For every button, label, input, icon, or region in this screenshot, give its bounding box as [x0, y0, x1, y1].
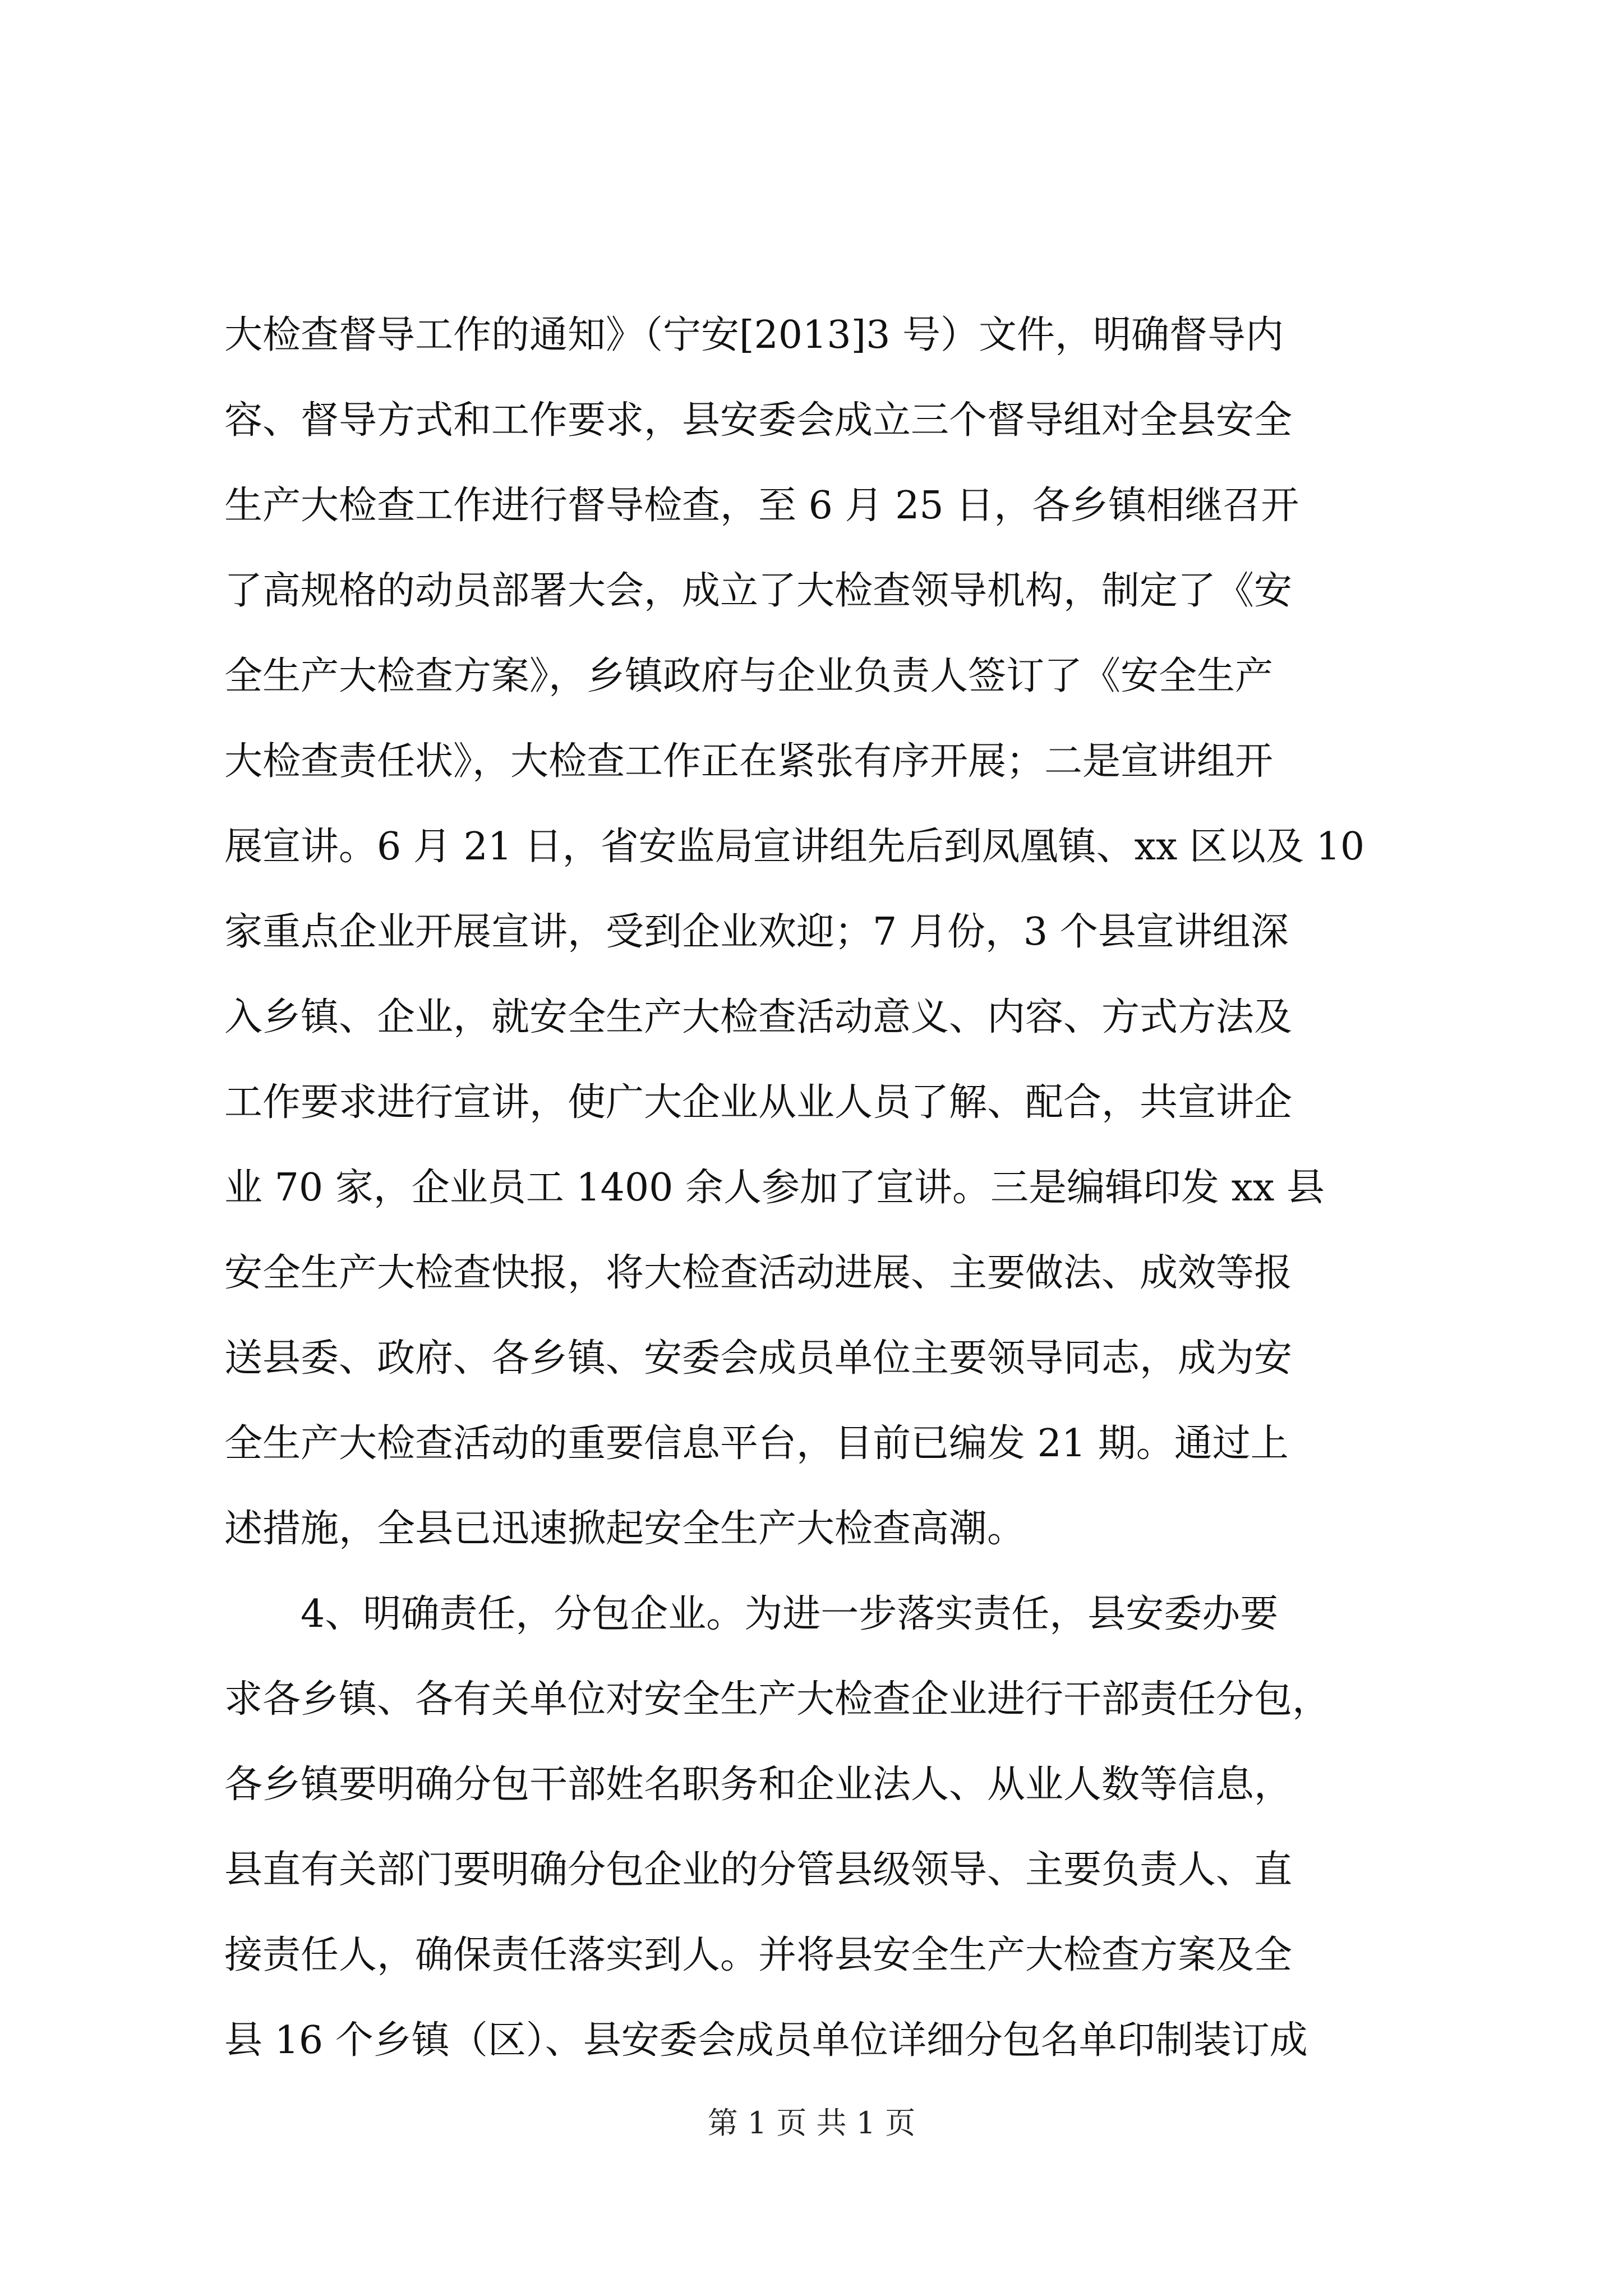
text-line: 送县委、政府、各乡镇、安委会成员单位主要领导同志，成为安 [224, 1336, 1293, 1381]
text-line: 生产大检查工作进行督导检查，至 6 月 25 日，各乡镇相继召开 [224, 484, 1299, 528]
page-footer [0, 2101, 1623, 2146]
text-line: 了高规格的动员部署大会，成立了大检查领导机构，制定了《安 [224, 569, 1293, 613]
text-line: 安全生产大检查快报，将大检查活动进展、主要做法、成效等报 [224, 1251, 1293, 1295]
text-line: 业 70 家，企业员工 1400 余人参加了宣讲。三是编辑印发 xx 县 [224, 1166, 1325, 1210]
body-text [224, 293, 1408, 2083]
text-line: 全生产大检查活动的重要信息平台，目前已编发 21 期。通过上 [224, 1421, 1289, 1466]
text-line: 述措施，全县已迅速掀起安全生产大检查高潮。 [224, 1507, 1026, 1551]
page-number: 第 1 页 共 1 页 [707, 2105, 916, 2141]
text-line: 求各乡镇、各有关单位对安全生产大检查企业进行干部责任分包， [224, 1677, 1331, 1722]
text-line: 大检查督导工作的通知》（宁安[2013]3 号）文件，明确督导内 [224, 313, 1284, 357]
text-line: 县 16 个乡镇（区）、县安委会成员单位详细分包名单印制装订成 [224, 2018, 1308, 2063]
text-line: 全生产大检查方案》，乡镇政府与企业负责人签订了《安全生产 [224, 654, 1274, 698]
text-line: 接责任人，确保责任落实到人。并将县安全生产大检查方案及全 [224, 1933, 1293, 1977]
text-line: 4、明确责任，分包企业。为进一步落实责任，县安委办要 [224, 1592, 1279, 1636]
text-line: 工作要求进行宣讲，使广大企业从业人员了解、配合，共宣讲企 [224, 1080, 1293, 1125]
text-line: 家重点企业开展宣讲，受到企业欢迎；7 月份，3 个县宣讲组深 [224, 910, 1289, 954]
text-line: 大检查责任状》，大检查工作正在紧张有序开展；二是宣讲组开 [224, 739, 1274, 784]
text-line: 入乡镇、企业，就安全生产大检查活动意义、内容、方式方法及 [224, 995, 1293, 1039]
text-line: 县直有关部门要明确分包企业的分管县级领导、主要负责人、直 [224, 1848, 1293, 1892]
text-line: 各乡镇要明确分包干部姓名职务和企业法人、从业人数等信息， [224, 1763, 1293, 1807]
text-line: 容、督导方式和工作要求，县安委会成立三个督导组对全县安全 [224, 398, 1293, 443]
text-line: 展宣讲。6 月 21 日，省安监局宣讲组先后到凤凰镇、xx 区以及 10 [224, 825, 1365, 869]
